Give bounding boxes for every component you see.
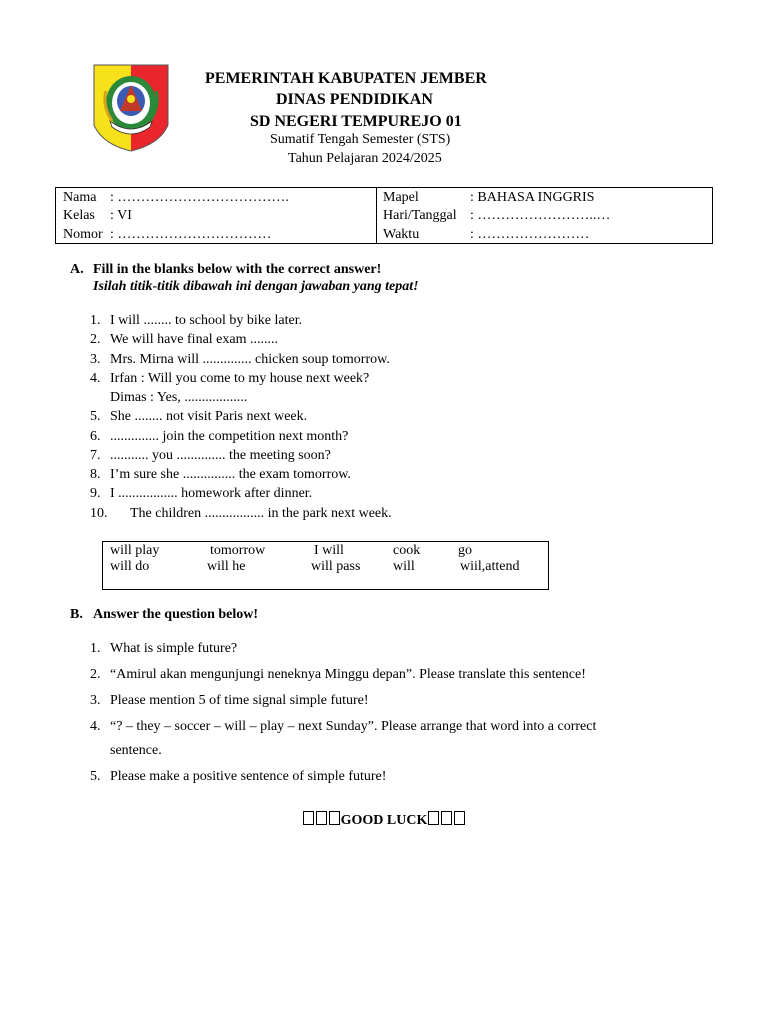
header-school-year: Tahun Pelajaran 2024/2025 <box>288 151 442 166</box>
item-text: ........... you .............. the meeting soon? <box>110 448 331 463</box>
item-text: I’m sure she ............... the exam tomorrow. <box>110 467 351 482</box>
item-number: 3. <box>90 352 101 367</box>
word-bank-item: will do <box>110 559 150 574</box>
list-item <box>90 312 302 330</box>
item-text: I will ........ to school by bike later. <box>110 313 303 328</box>
mapel-field: : BAHASA INGGRIS <box>470 190 595 205</box>
list-item <box>90 742 162 760</box>
list-item <box>90 447 331 465</box>
header-exam-name: Sumatif Tengah Semester (STS) <box>270 132 451 147</box>
item-number: 9. <box>90 486 101 501</box>
item-text: I ................. homework after dinner. <box>110 486 313 501</box>
glyph-box-icon <box>454 811 465 825</box>
glyph-box-icon <box>441 811 452 825</box>
item-text: Dimas : Yes, .................. <box>110 390 248 405</box>
list-item <box>90 768 386 786</box>
item-text: Please make a positive sentence of simple future! <box>110 769 387 784</box>
word-bank-item: cook <box>393 543 421 558</box>
header-department: DINAS PENDIDIKAN <box>276 91 433 108</box>
list-item <box>90 485 312 503</box>
list-item <box>90 466 351 484</box>
item-text: “Amirul akan mengunjungi neneknya Minggu depan”. Please translate this sentence! <box>110 667 586 682</box>
list-item <box>90 640 237 658</box>
item-text: The children ................. in the park next week. <box>130 506 392 521</box>
word-bank-item: I will <box>314 543 344 558</box>
word-bank-item: go <box>458 543 472 558</box>
list-item <box>90 351 390 369</box>
item-number: 4. <box>90 719 101 734</box>
section-a-title: Fill in the blanks below with the correct answer! <box>93 262 382 277</box>
word-bank-item: will pass <box>311 559 361 574</box>
identity-table-divider <box>376 188 377 243</box>
waktu-label: Waktu <box>383 227 420 242</box>
item-text: sentence. <box>110 743 162 758</box>
nomor-field[interactable]: : …………………………… <box>110 227 272 242</box>
kelas-label: Kelas <box>63 208 95 223</box>
list-item <box>90 692 369 710</box>
word-bank-item: will he <box>207 559 246 574</box>
item-number: 8. <box>90 467 101 482</box>
hari-tanggal-label: Hari/Tanggal <box>383 208 457 223</box>
nomor-label: Nomor <box>63 227 103 242</box>
item-number: 4. <box>90 371 101 386</box>
item-text: Mrs. Mirna will .............. chicken soup tomorrow. <box>110 352 390 367</box>
item-number: 1. <box>90 313 101 328</box>
word-bank-box <box>102 541 549 590</box>
list-item <box>90 428 348 446</box>
good-luck-text: GOOD LUCK <box>340 813 428 828</box>
item-text: Irfan : Will you come to my house next week? <box>110 371 370 386</box>
list-item <box>90 370 369 388</box>
item-text: What is simple future? <box>110 641 238 656</box>
item-number: 10. <box>90 506 108 521</box>
section-a-letter: A. <box>70 262 84 277</box>
word-bank-item: tomorrow <box>210 543 266 558</box>
header-government: PEMERINTAH KABUPATEN JEMBER <box>205 70 487 87</box>
waktu-field[interactable]: : …………………… <box>470 227 590 242</box>
nama-label: Nama <box>63 190 97 205</box>
header-school: SD NEGERI TEMPUREJO 01 <box>250 113 462 130</box>
identity-table <box>55 187 713 244</box>
jember-crest-logo <box>84 61 178 157</box>
section-b-letter: B. <box>70 607 83 622</box>
item-number: 5. <box>90 769 101 784</box>
good-luck-footer <box>0 811 768 829</box>
list-item <box>90 389 247 407</box>
list-item <box>90 666 586 684</box>
glyph-box-icon <box>329 811 340 825</box>
item-text: She ........ not visit Paris next week. <box>110 409 308 424</box>
item-text: We will have final exam ........ <box>110 332 278 347</box>
item-text: “? – they – soccer – will – play – next Sunday”. Please arrange that word into a correct <box>110 719 597 734</box>
item-text: Please mention 5 of time signal simple future! <box>110 693 369 708</box>
item-number: 6. <box>90 429 101 444</box>
section-a-subtitle: Isilah titik-titik dibawah ini dengan jawaban yang tepat! <box>93 279 419 294</box>
item-number: 1. <box>90 641 101 656</box>
item-number: 3. <box>90 693 101 708</box>
word-bank-item: will play <box>110 543 160 558</box>
word-bank-item: will <box>393 559 415 574</box>
item-number: 2. <box>90 332 101 347</box>
section-b-title: Answer the question below! <box>93 607 259 622</box>
mapel-label: Mapel <box>383 190 419 205</box>
glyph-box-icon <box>316 811 327 825</box>
kelas-field: : VI <box>110 208 132 223</box>
list-item <box>90 505 392 523</box>
list-item <box>90 718 596 736</box>
hari-tanggal-field[interactable]: : ……………………..… <box>470 208 611 223</box>
item-number: 2. <box>90 667 101 682</box>
glyph-box-icon <box>303 811 314 825</box>
word-bank-item: wiil,attend <box>460 559 520 574</box>
glyph-box-icon <box>428 811 439 825</box>
item-number: 5. <box>90 409 101 424</box>
nama-field[interactable]: : ………………………………. <box>110 190 289 205</box>
item-text: .............. join the competition next month? <box>110 429 349 444</box>
list-item <box>90 331 278 349</box>
item-number: 7. <box>90 448 101 463</box>
list-item <box>90 408 307 426</box>
